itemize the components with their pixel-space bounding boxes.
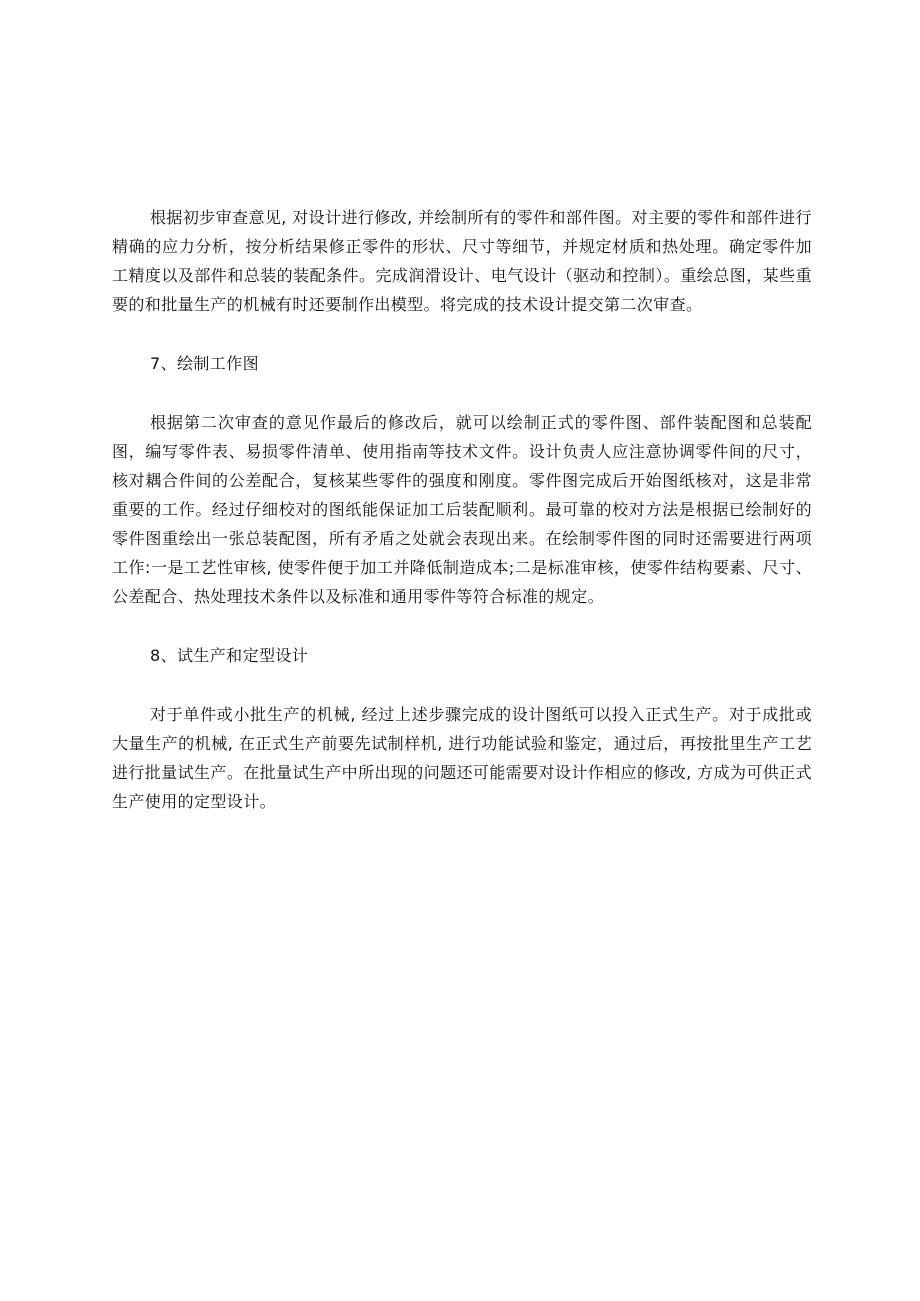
spacer	[112, 670, 812, 700]
paragraph-working-drawings: 根据第二次审查的意见作最后的修改后，就可以绘制正式的零件图、部件装配图和总装配图，编写零件表、易损零件清单、使用指南等技术文件。设计负责人应注意协调零件间的尺寸，核对耦合件间的公差配合，复核某些零件的强度和刚度。零件图完成后开始图纸核对，这是非常重要的工作。经过仔细校对的图纸能保证加工后装配顺利。最可靠的校对方法是根据已绘制好的零件图重绘出一张总装配图，所有矛盾之处就会表现出来。在绘制零件图的同时还需要进行两项工作:一是工艺性审核, 使零件便于加工并降低制造成本;二是标准审核，使零件结构要素、尺寸、公差配合、热处理技术条件以及标准和通用零件等符合标准的规定。	[112, 413, 812, 606]
spacer	[112, 319, 812, 349]
spacer	[112, 378, 812, 408]
spacer	[112, 611, 812, 641]
paragraph-technical-design: 根据初步审查意见, 对设计进行修改, 并绘制所有的零件和部件图。对主要的零件和部件进行精确的应力分析，按分析结果修正零件的形状、尺寸等细节，并规定材质和热处理。确定零件加工精度以及部件和总装的装配条件。完成润滑设计、电气设计（驱动和控制）。重绘总图，某些重要的和批量生产的机械有时还要制作出模型。将完成的技术设计提交第二次审查。	[112, 208, 812, 314]
paragraph-trial-production: 对于单件或小批生产的机械, 经过上述步骤完成的设计图纸可以投入正式生产。对于成批或大量生产的机械, 在正式生产前要先试制样机, 进行功能试验和鉴定，通过后，再按批里生产工艺进行批量试生产。在批量试生产中所出现的问题还可能需要对设计作相应的修改, 方成为可供正式生产使用的定型设计。	[112, 705, 812, 811]
section-heading-drawing: 7、绘制工作图	[150, 354, 259, 373]
document-body	[112, 203, 812, 816]
section-heading-trial-production: 8、试生产和定型设计	[150, 646, 309, 665]
